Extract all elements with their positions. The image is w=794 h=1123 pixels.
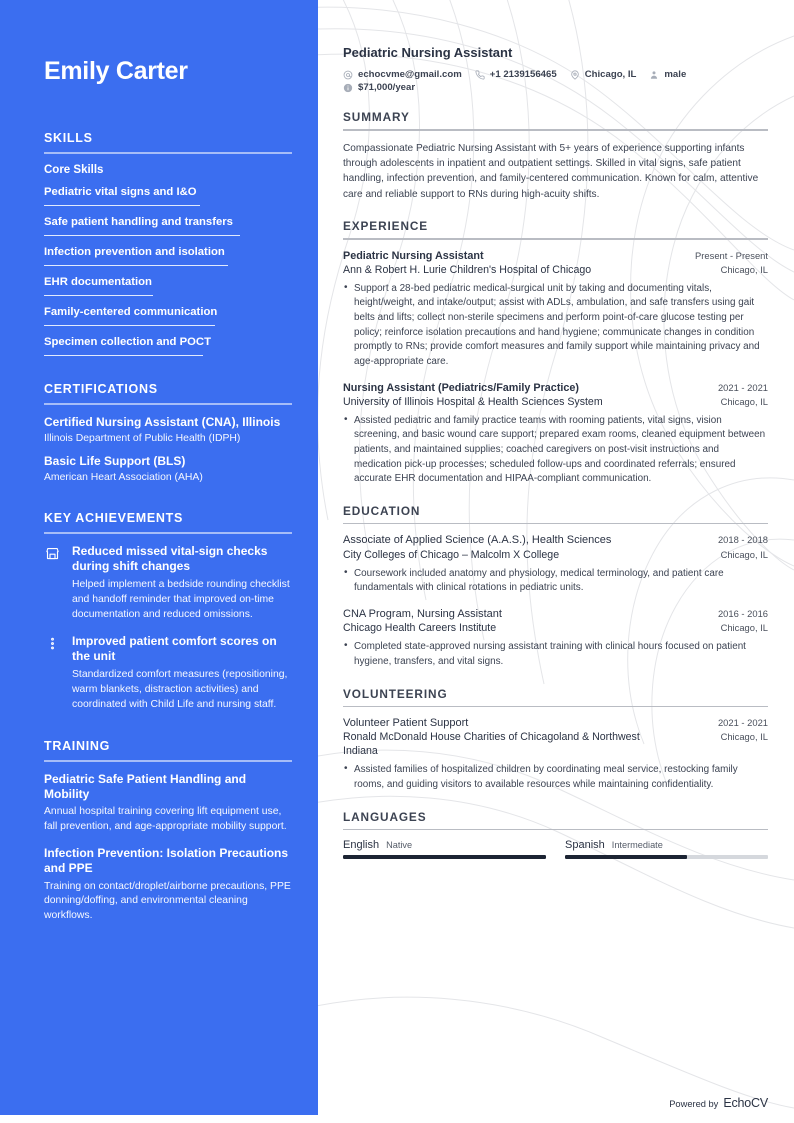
education-school: Chicago Health Careers Institute xyxy=(343,622,497,635)
entry-title-line xyxy=(343,716,768,730)
skill-item xyxy=(44,332,292,356)
certification-item xyxy=(44,415,292,446)
achievement-item xyxy=(44,634,292,713)
entry-org-line xyxy=(343,549,768,563)
language-progress-fill xyxy=(343,855,546,859)
bullet-item: • Coursework included anatomy and physiology, medical terminology, and patient care fundamentals with clinical rotations in pediatric units. xyxy=(343,567,768,596)
bullet-item: • Assisted pediatric and family practice teams with rooming patients, vital signs, vision screening, and basic wound care support; prepared exam rooms, cleaned equipment between patients, and maintained supplies; coached caregivers on post-visit instructions and medication pick-up processes; scheduled follow-ups and coordinated referrals; ensured accurate EHR documentation and HIPAA-compliant communication. xyxy=(343,414,768,487)
skill-level-bar xyxy=(44,235,240,236)
entry-org-line xyxy=(343,622,768,636)
contact-gender-value: male xyxy=(664,69,687,80)
skill-item xyxy=(44,272,292,296)
training-item xyxy=(44,846,292,924)
entry-org-line xyxy=(343,731,768,759)
candidate-name: Emily Carter xyxy=(44,57,188,85)
experience-entry xyxy=(343,381,768,487)
achievements-heading: KEY ACHIEVEMENTS xyxy=(44,510,184,525)
language-progress-track xyxy=(343,855,546,859)
skill-level-bar xyxy=(44,325,215,326)
footer xyxy=(669,1096,768,1110)
experience-bullets xyxy=(343,414,768,487)
summary-heading: SUMMARY xyxy=(343,110,410,124)
page-title: Pediatric Nursing Assistant xyxy=(343,45,513,60)
contact-email-value: echocvme@gmail.com xyxy=(358,69,462,80)
section-volunteering xyxy=(343,687,768,793)
volunteering-organization: Ronald McDonald House Charities of Chicagoland & Northwest Indiana xyxy=(343,731,640,758)
certification-issuer: American Heart Association (AHA) xyxy=(44,472,203,484)
experience-location: Chicago, IL xyxy=(720,395,768,407)
contact-salary xyxy=(343,82,415,93)
achievement-item xyxy=(44,544,292,623)
skill-label: Safe patient handling and transfers xyxy=(44,215,233,228)
experience-title: Pediatric Nursing Assistant xyxy=(343,249,484,262)
volunteering-date: 2021 - 2021 xyxy=(717,717,768,729)
language-progress-fill xyxy=(565,855,687,859)
entry-title-line xyxy=(343,607,768,621)
sidebar-section-certifications xyxy=(26,382,292,485)
achievement-title: Improved patient comfort scores on the unit xyxy=(72,633,277,663)
skill-item xyxy=(44,212,292,236)
contact-phone xyxy=(475,69,557,80)
skill-label: Specimen collection and POCT xyxy=(44,335,211,348)
certifications-divider xyxy=(44,403,292,405)
volunteering-heading: VOLUNTEERING xyxy=(343,686,448,701)
summary-text: Compassionate Pediatric Nursing Assistant with 5+ years of experience supporting infants through adolescents in inpatient and outpatient settings. Skilled in vital signs, safe patient handling, infection prevention, and family-centered communication. Known for calm, attentive care and reliable support to RNs during high-acuity shifts. xyxy=(343,142,759,200)
storefront-icon xyxy=(44,544,61,561)
skills-group-title: Core Skills xyxy=(44,163,104,176)
skill-label: Pediatric vital signs and I&O xyxy=(44,185,197,198)
contact-row xyxy=(343,69,768,80)
at-circle-icon xyxy=(343,70,353,80)
sidebar-section-achievements xyxy=(26,511,292,713)
vertical-dots-icon xyxy=(44,634,61,651)
bullet-item: • Assisted families of hospitalized children by coordinating meal service, restocking family rooms, and guiding visitors to available resources while maintaining confidentiality. xyxy=(343,763,768,792)
achievement-description: Standardized comfort measures (repositioning, warm blankets, distraction activities) and coordinated with Child Life and nursing staff. xyxy=(72,669,288,710)
education-entry xyxy=(343,607,768,670)
experience-heading: EXPERIENCE xyxy=(343,219,429,233)
summary-divider xyxy=(343,129,768,131)
experience-date: Present - Present xyxy=(695,249,768,261)
certification-item xyxy=(44,454,292,485)
experience-date: 2021 - 2021 xyxy=(717,381,768,393)
entry-org-line xyxy=(343,264,768,278)
entry-title-line xyxy=(343,381,768,395)
skill-item xyxy=(44,182,292,206)
info-circle-icon xyxy=(343,83,353,93)
skill-item xyxy=(44,242,292,266)
experience-organization: University of Illinois Hospital & Health Sciences System xyxy=(343,395,603,408)
section-languages xyxy=(343,810,768,860)
volunteering-role: Volunteer Patient Support xyxy=(343,717,469,730)
volunteering-location: Chicago, IL xyxy=(720,731,768,743)
training-divider xyxy=(44,760,292,762)
training-description: Annual hospital training covering lift equipment use, fall prevention, and age-appropriate mobility support. xyxy=(44,806,287,833)
experience-bullets xyxy=(343,282,768,370)
training-title: Infection Prevention: Isolation Precautions and PPE xyxy=(44,845,289,876)
language-level: Intermediate xyxy=(611,840,663,851)
achievements-divider xyxy=(44,532,292,534)
volunteering-entry xyxy=(343,716,768,793)
main-content xyxy=(318,0,794,1123)
certification-title: Basic Life Support (BLS) xyxy=(44,454,186,469)
education-entry xyxy=(343,533,768,596)
education-degree: Associate of Applied Science (A.A.S.), Health Sciences xyxy=(343,534,612,547)
skill-label: Family-centered communication xyxy=(44,305,218,318)
phone-icon xyxy=(475,70,485,80)
language-head xyxy=(565,839,768,851)
language-item xyxy=(565,839,768,859)
experience-divider xyxy=(343,238,768,240)
bullet-item: • Support a 28-bed pediatric medical-surgical unit by taking and documenting vitals, height/weight, and intake/output; assist with ADLs, ambulation, and safe transfers using gait belts and lifts; collect non-sterile specimens and perform point-of-care glucose testing per policy; reinforce isolation precautions and hand hygiene; communicate changes in condition promptly to RNs; provide comfort measures and family support while maintaining privacy and age-appropriate care. xyxy=(343,282,768,370)
certifications-heading: CERTIFICATIONS xyxy=(44,381,158,396)
education-date: 2016 - 2016 xyxy=(717,607,768,619)
education-bullets xyxy=(343,640,768,669)
education-bullets xyxy=(343,567,768,596)
skill-label: EHR documentation xyxy=(44,275,152,288)
training-description: Training on contact/droplet/airborne precautions, PPE donning/doffing, and environmental cleaning workflows. xyxy=(44,880,291,922)
experience-entry xyxy=(343,249,768,370)
skill-level-bar xyxy=(44,265,228,266)
section-experience xyxy=(343,219,768,487)
sidebar-section-skills xyxy=(26,131,292,356)
certification-title: Certified Nursing Assistant (CNA), Illinois xyxy=(44,414,281,429)
skill-item xyxy=(44,302,292,326)
language-item xyxy=(343,839,546,859)
skill-level-bar xyxy=(44,205,200,206)
skill-level-bar xyxy=(44,295,153,296)
contact-email xyxy=(343,69,462,80)
education-school: City Colleges of Chicago – Malcolm X College xyxy=(343,548,560,561)
volunteering-divider xyxy=(343,706,768,708)
training-item xyxy=(44,772,292,835)
volunteering-bullets xyxy=(343,763,768,792)
education-location: Chicago, IL xyxy=(720,622,768,634)
experience-organization: Ann & Robert H. Lurie Children's Hospital of Chicago xyxy=(343,263,592,276)
footer-powered-by: Powered by xyxy=(669,1099,719,1109)
section-summary xyxy=(343,110,768,202)
languages-row xyxy=(343,839,768,859)
contact-gender xyxy=(649,69,686,80)
contact-location xyxy=(570,69,637,80)
education-degree: CNA Program, Nursing Assistant xyxy=(343,607,502,620)
languages-heading: LANGUAGES xyxy=(343,809,427,824)
language-progress-track xyxy=(565,855,768,859)
experience-title: Nursing Assistant (Pediatrics/Family Practice) xyxy=(343,381,580,394)
training-title: Pediatric Safe Patient Handling and Mobility xyxy=(44,771,247,801)
entry-org-line xyxy=(343,396,768,410)
achievement-title: Reduced missed vital-sign checks during shift changes xyxy=(72,543,268,573)
contact-phone-value: +1 2139156465 xyxy=(489,69,557,80)
entry-title-line xyxy=(343,533,768,547)
map-pin-icon xyxy=(570,70,580,80)
language-name: English xyxy=(343,839,380,852)
skills-divider xyxy=(44,152,292,154)
contact-salary-value: $71,000/year xyxy=(358,82,416,93)
achievement-body xyxy=(72,544,292,623)
skill-label: Infection prevention and isolation xyxy=(44,245,225,258)
certification-issuer: Illinois Department of Public Health (IDPH) xyxy=(44,432,241,444)
footer-brand: EchoCV xyxy=(723,1096,768,1110)
salary-row xyxy=(343,82,768,93)
experience-location: Chicago, IL xyxy=(720,263,768,275)
training-heading: TRAINING xyxy=(44,738,111,753)
language-level: Native xyxy=(386,840,413,851)
education-date: 2018 - 2018 xyxy=(717,534,768,546)
person-icon xyxy=(649,70,659,80)
education-heading: EDUCATION xyxy=(343,503,421,518)
education-divider xyxy=(343,523,768,525)
languages-divider xyxy=(343,829,768,831)
achievement-body xyxy=(72,634,292,713)
entry-title-line xyxy=(343,249,768,263)
skills-heading: SKILLS xyxy=(44,130,93,145)
sidebar-section-training xyxy=(26,739,292,924)
language-name: Spanish xyxy=(565,839,605,852)
education-location: Chicago, IL xyxy=(720,548,768,560)
language-head xyxy=(343,839,546,851)
bullet-item: • Completed state-approved nursing assistant training with clinical hours focused on patient hygiene, transfers, and vital signs. xyxy=(343,640,768,669)
section-education xyxy=(343,504,768,670)
skill-level-bar xyxy=(44,355,203,356)
sidebar xyxy=(0,0,318,1115)
contact-location-value: Chicago, IL xyxy=(584,69,637,80)
achievement-description: Helped implement a bedside rounding checklist and handoff reminder that improved on-time documentation and reduced omissions. xyxy=(72,579,290,620)
